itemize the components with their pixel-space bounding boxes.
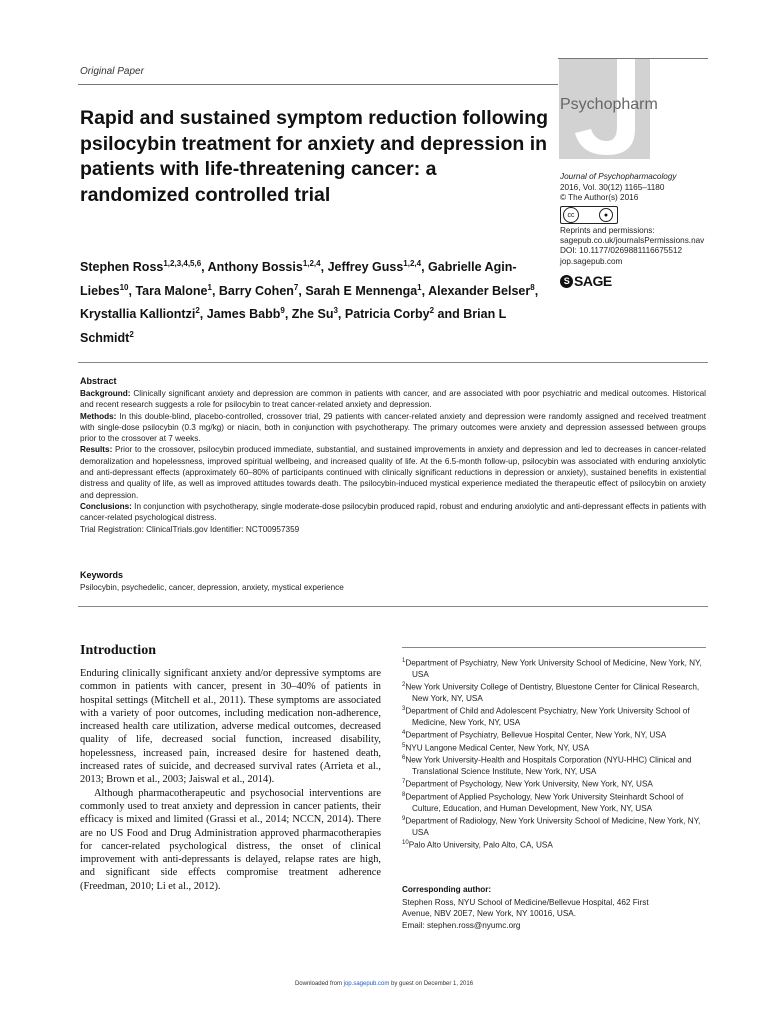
- article-title: Rapid and sustained symptom reduction following psilocybin treatment for anxiety and depression in patients with life-threatening cancer: a randomized controlled trial: [80, 107, 549, 206]
- abstract-background: Clinically significant anxiety and depression are common in patients with cancer, and are associated with poor psychiatric and medical outcomes. Historical and recent research suggests a role for psilocybin to treat cancer-related anxiety and depression.: [80, 389, 706, 410]
- author-affiliation-marker: 2: [429, 306, 435, 316]
- author-separator: ,: [421, 260, 429, 275]
- affiliation-text: Department of Child and Adolescent Psychiatry, New York University School of Medicine, New York, NY, USA: [405, 706, 690, 727]
- journal-copyright: © The Author(s) 2016: [560, 193, 639, 202]
- introduction-body: [80, 667, 381, 893]
- affiliation-number: 7: [402, 779, 406, 786]
- affiliation-number: 8: [402, 792, 406, 799]
- affiliation-number: 6: [402, 755, 406, 762]
- permissions-info: [560, 226, 704, 267]
- creative-commons-badge: [560, 206, 618, 224]
- affiliation-number: 9: [402, 816, 406, 823]
- abstract-methods: In this double-blind, placebo-controlled, crossover trial, 29 patients with cancer-related anxiety and depression were randomly assigned and received treatment with single-dose psilocybin (0.3 mg/kg) or niacin, both in conjunction with psychotherapy. The primary outcomes were anxiety and depression assessed between groups prior to the crossover at 7 weeks.: [80, 411, 706, 444]
- author-name: Sarah E Mennenga: [305, 283, 418, 298]
- author-name: Stephen Ross: [80, 260, 164, 275]
- author-separator: ,: [534, 283, 539, 298]
- corresponding-author-heading: Corresponding author:: [402, 885, 492, 894]
- publisher-logo: [560, 273, 612, 289]
- corresponding-email[interactable]: Email: stephen.ross@nyumc.org: [402, 920, 521, 930]
- keywords-bottom-divider: [78, 606, 708, 607]
- author-affiliation-marker: 8: [530, 282, 535, 292]
- corresponding-author-details: [402, 897, 708, 931]
- background-label: Background:: [80, 389, 131, 398]
- affiliation-item: [402, 753, 708, 777]
- author-name: Tara Malone: [135, 283, 208, 298]
- author-affiliation-marker: 1: [207, 282, 212, 292]
- author-separator: and: [434, 307, 464, 322]
- author-separator: ,: [211, 283, 219, 298]
- journal-citation: 2016, Vol. 30(12) 1165–1180: [560, 182, 665, 192]
- affiliation-text: Department of Psychiatry, New York University School of Medicine, New York, NY, USA: [405, 658, 702, 679]
- footer-suffix: by guest on December 1, 2016: [389, 981, 474, 987]
- author-affiliation-marker: 9: [280, 306, 285, 316]
- author-separator: ,: [298, 283, 306, 298]
- author-affiliation-marker: 1,2,4: [302, 259, 321, 268]
- affiliation-item: [402, 838, 708, 851]
- author-separator: ,: [320, 260, 328, 275]
- affiliation-item: [402, 741, 708, 754]
- keywords-heading: Keywords: [80, 570, 124, 580]
- author-separator: ,: [284, 307, 292, 322]
- methods-label: Methods:: [80, 411, 117, 421]
- affiliation-text: Department of Psychology, New York University, New York, NY, USA: [405, 780, 653, 790]
- author-name: Jeffrey Guss: [327, 260, 404, 275]
- journal-name: Journal of Psychopharmacology: [560, 172, 677, 181]
- header-divider: [78, 84, 558, 85]
- affiliation-number: 5: [402, 742, 406, 749]
- affiliation-item: [402, 777, 708, 790]
- affiliation-number: 4: [402, 729, 406, 736]
- author-name: Zhe Su: [291, 307, 334, 322]
- author-separator: ,: [421, 283, 429, 298]
- cc-icon: cc: [563, 207, 579, 223]
- author-affiliation-marker: 3: [333, 306, 338, 316]
- affiliation-text: New York University College of Dentistry, Bluestone Center for Clinical Research, New York, NY, USA: [405, 682, 700, 703]
- author-name: James Babb: [206, 307, 281, 322]
- affiliation-item: [402, 814, 708, 838]
- reprints-label: Reprints and permissions:: [560, 226, 655, 235]
- affiliation-text: Department of Radiology, New York University School of Medicine, New York, NY, USA: [405, 816, 701, 837]
- affiliation-text: New York University-Health and Hospitals Corporation (NYU-HHC) Clinical and Translational Science Institute, New York, NY, USA: [405, 756, 692, 777]
- journal-logo-text: Psychopharm: [560, 96, 658, 113]
- journal-website[interactable]: jop.sagepub.com: [560, 256, 623, 266]
- affiliation-text: Department of Applied Psychology, New York University Steinhardt School of Culture, Education, and Human Development, New York, NY, USA: [405, 792, 684, 813]
- abstract-heading: Abstract: [80, 376, 117, 386]
- affiliation-item: [402, 656, 708, 680]
- person-icon: ●: [599, 208, 613, 222]
- author-affiliation-marker: 1,2,4: [403, 259, 422, 268]
- reprints-link[interactable]: sagepub.co.uk/journalsPermissions.nav: [560, 236, 705, 246]
- sage-logo-icon: S: [560, 275, 573, 288]
- author-affiliation-marker: 7: [293, 282, 299, 292]
- author-separator: ,: [337, 307, 345, 322]
- author-name: Anthony Bossis: [207, 260, 303, 275]
- affiliation-number: 2: [402, 681, 406, 688]
- abstract-top-divider: [78, 362, 708, 363]
- affiliation-text: NYU Langone Medical Center, New York, NY, USA: [405, 743, 590, 753]
- author-affiliation-marker: 1,2,3,4,5,6: [163, 259, 202, 268]
- author-name: Patricia Corby: [344, 307, 430, 322]
- keywords-list: Psilocybin, psychedelic, cancer, depression, anxiety, mystical experience: [80, 583, 344, 592]
- doi[interactable]: DOI: 10.1177/0269881116675512: [560, 246, 683, 256]
- affiliations-divider: [402, 647, 706, 648]
- affiliation-number: 3: [402, 705, 406, 712]
- affiliation-item: [402, 704, 708, 728]
- affiliation-number: 10: [402, 840, 409, 847]
- corresponding-address-line-2: Avenue, NBV 20E7, New York, NY 10016, USA.: [402, 909, 577, 919]
- intro-paragraph-2: Although pharmacotherapeutic and psychosocial interventions are commonly used to treat anxiety and depression in cancer patients, their efficacy is mixed and limited (Grassi et al., 2014; NCCN, 2014). There are no US Food and Drug Administration approved pharmacotherapies for cancer-related psychological distress, the onset of clinical improvement with anti-depressants is delayed, relapse rates are high, and significant side effects compromise treatment adherence (Freedman, 2010; Li et al., 2012).: [80, 787, 381, 892]
- download-footer: [0, 981, 768, 987]
- article-type-label: Original Paper: [80, 66, 144, 77]
- intro-paragraph-1: Enduring clinically significant anxiety and/or depressive symptoms are common in patients with cancer, present in 30–40% of patients in hospital settings (Mitchell et al., 2011). These symptoms are associated with a variety of poor outcomes, including medication non-adherence, increased health care utilization, adverse medical outcomes, decreased quality of life, decreased social function, increased disability, hopelessness, increased pain, increased desire for hastened death, increased rates of suicide, and decreased survival rates (Arrieta et al., 2013; Brown et al., 2003; Jaiswal et al., 2014).: [80, 668, 381, 786]
- affiliation-item: [402, 728, 708, 741]
- author-affiliation-marker: 2: [129, 329, 134, 339]
- abstract-conclusions: In conjunction with psychotherapy, single moderate-dose psilocybin produced rapid, robust and enduring anxiolytic and anti-depressant effects in patients with cancer-related psychological distress.: [80, 501, 707, 523]
- trial-registration: Trial Registration: ClinicalTrials.gov Identifier: NCT00957359: [80, 524, 300, 534]
- affiliation-text: Palo Alto University, Palo Alto, CA, USA: [408, 840, 553, 850]
- abstract-results: Prior to the crossover, psilocybin produced immediate, substantial, and sustained improvements in anxiety and depression and led to decreases in cancer-related demoralization and hopelessness, improved spiritual wellbeing, and increased quality of life. At the 6.5-month follow-up, psilocybin was associated with enduring anxiolytic and anti-depressant effects (approximately 60–80% of participants continued with clinically significant reductions in depression or anxiety), sustained benefits in existential distress and quality of life, as well as improved attitudes towards death. The psilocybin-induced mystical experience mediated the therapeutic effect of psilocybin on anxiety and depression.: [80, 445, 706, 500]
- author-affiliation-marker: 2: [195, 306, 200, 316]
- affiliations-list: [402, 656, 708, 851]
- author-affiliation-marker: 10: [119, 282, 129, 292]
- introduction-heading: Introduction: [80, 643, 156, 658]
- author-list: [80, 254, 550, 349]
- abstract-body: [80, 388, 706, 535]
- author-name: Barry Cohen: [218, 283, 294, 298]
- affiliation-number: 1: [402, 658, 406, 664]
- affiliation-item: [402, 790, 708, 814]
- journal-info: [560, 172, 677, 204]
- results-label: Results:: [80, 445, 113, 455]
- footer-link[interactable]: jop.sagepub.com: [343, 981, 390, 987]
- author-affiliation-marker: 1: [417, 282, 422, 292]
- affiliation-item: [402, 680, 708, 704]
- author-separator: ,: [199, 307, 207, 322]
- footer-prefix: Downloaded from: [294, 981, 344, 987]
- author-separator: ,: [201, 260, 208, 275]
- author-name: Gabrielle Agin-Liebes: [80, 260, 517, 298]
- conclusions-label: Conclusions:: [80, 501, 132, 511]
- corresponding-address-line-1: Stephen Ross, NYU School of Medicine/Bellevue Hospital, 462 First: [402, 898, 649, 907]
- author-separator: ,: [128, 283, 136, 298]
- author-name: Krystallia Kalliontzi: [80, 307, 196, 322]
- affiliation-text: Department of Psychiatry, Bellevue Hospital Center, New York, NY, USA: [405, 730, 667, 740]
- publisher-name: SAGE: [574, 273, 612, 289]
- author-name: Brian L Schmidt: [80, 307, 507, 346]
- author-name: Alexander Belser: [428, 283, 531, 298]
